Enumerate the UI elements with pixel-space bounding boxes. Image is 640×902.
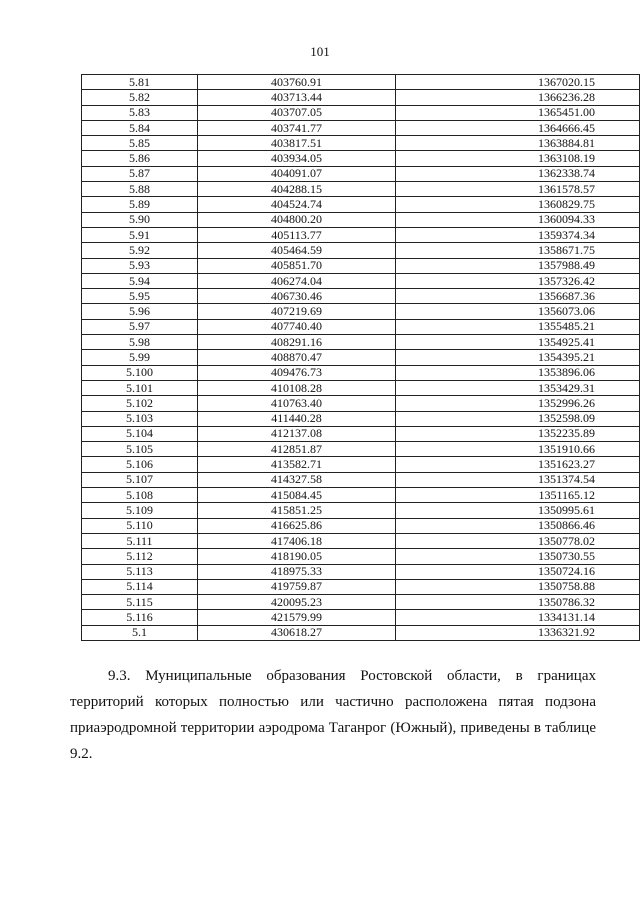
table-row	[82, 227, 640, 242]
coordinates-table	[81, 74, 640, 641]
x-coordinate-cell: 404524.74	[198, 197, 396, 212]
page-number: 101	[310, 44, 330, 59]
table-row	[82, 166, 640, 181]
point-number-cell: 5.87	[82, 166, 198, 181]
table-row	[82, 579, 640, 594]
x-coordinate-cell: 403760.91	[198, 75, 396, 90]
y-coordinate-cell: 1361578.57	[396, 182, 640, 197]
point-number-cell: 5.113	[82, 564, 198, 579]
y-coordinate-cell: 1363108.19	[396, 151, 640, 166]
y-coordinate-cell: 1350778.02	[396, 533, 640, 548]
x-coordinate-cell: 405464.59	[198, 243, 396, 258]
y-coordinate-cell: 1366236.28	[396, 90, 640, 105]
point-number-cell: 5.116	[82, 610, 198, 625]
table-row	[82, 625, 640, 640]
x-coordinate-cell: 415084.45	[198, 488, 396, 503]
y-coordinate-cell: 1360829.75	[396, 197, 640, 212]
x-coordinate-cell: 404288.15	[198, 182, 396, 197]
x-coordinate-cell: 409476.73	[198, 365, 396, 380]
x-coordinate-cell: 405113.77	[198, 227, 396, 242]
table-row	[82, 319, 640, 334]
point-number-cell: 5.97	[82, 319, 198, 334]
table-row	[82, 197, 640, 212]
x-coordinate-cell: 416625.86	[198, 518, 396, 533]
y-coordinate-cell: 1354395.21	[396, 350, 640, 365]
point-number-cell: 5.85	[82, 136, 198, 151]
y-coordinate-cell: 1352598.09	[396, 411, 640, 426]
table-row	[82, 350, 640, 365]
table-row	[82, 564, 640, 579]
table-row	[82, 105, 640, 120]
point-number-cell: 5.114	[82, 579, 198, 594]
x-coordinate-cell: 420095.23	[198, 595, 396, 610]
x-coordinate-cell: 410108.28	[198, 380, 396, 395]
x-coordinate-cell: 403741.77	[198, 120, 396, 135]
point-number-cell: 5.95	[82, 289, 198, 304]
y-coordinate-cell: 1350724.16	[396, 564, 640, 579]
point-number-cell: 5.108	[82, 488, 198, 503]
table-row	[82, 426, 640, 441]
table-row	[82, 75, 640, 90]
table-row	[82, 151, 640, 166]
x-coordinate-cell: 403707.05	[198, 105, 396, 120]
table-row	[82, 380, 640, 395]
x-coordinate-cell: 414327.58	[198, 472, 396, 487]
point-number-cell: 5.100	[82, 365, 198, 380]
x-coordinate-cell: 412851.87	[198, 442, 396, 457]
point-number-cell: 5.82	[82, 90, 198, 105]
x-coordinate-cell: 413582.71	[198, 457, 396, 472]
y-coordinate-cell: 1351623.27	[396, 457, 640, 472]
x-coordinate-cell: 404091.07	[198, 166, 396, 181]
point-number-cell: 5.115	[82, 595, 198, 610]
y-coordinate-cell: 1363884.81	[396, 136, 640, 151]
point-number-cell: 5.84	[82, 120, 198, 135]
table-row	[82, 273, 640, 288]
x-coordinate-cell: 406274.04	[198, 273, 396, 288]
table-row	[82, 182, 640, 197]
y-coordinate-cell: 1357988.49	[396, 258, 640, 273]
y-coordinate-cell: 1352235.89	[396, 426, 640, 441]
y-coordinate-cell: 1362338.74	[396, 166, 640, 181]
point-number-cell: 5.101	[82, 380, 198, 395]
x-coordinate-cell: 415851.25	[198, 503, 396, 518]
point-number-cell: 5.81	[82, 75, 198, 90]
x-coordinate-cell: 410763.40	[198, 396, 396, 411]
point-number-cell: 5.90	[82, 212, 198, 227]
y-coordinate-cell: 1351374.54	[396, 472, 640, 487]
point-number-cell: 5.106	[82, 457, 198, 472]
point-number-cell: 5.83	[82, 105, 198, 120]
x-coordinate-cell: 408291.16	[198, 335, 396, 350]
y-coordinate-cell: 1356073.06	[396, 304, 640, 319]
x-coordinate-cell: 418975.33	[198, 564, 396, 579]
x-coordinate-cell: 403817.51	[198, 136, 396, 151]
table-row	[82, 335, 640, 350]
table-row	[82, 411, 640, 426]
table-row	[82, 488, 640, 503]
point-number-cell: 5.99	[82, 350, 198, 365]
table-row	[82, 258, 640, 273]
point-number-cell: 5.112	[82, 549, 198, 564]
y-coordinate-cell: 1353429.31	[396, 380, 640, 395]
x-coordinate-cell: 403934.05	[198, 151, 396, 166]
table-row	[82, 243, 640, 258]
x-coordinate-cell: 407219.69	[198, 304, 396, 319]
x-coordinate-cell: 421579.99	[198, 610, 396, 625]
point-number-cell: 5.98	[82, 335, 198, 350]
y-coordinate-cell: 1350758.88	[396, 579, 640, 594]
y-coordinate-cell: 1367020.15	[396, 75, 640, 90]
x-coordinate-cell: 417406.18	[198, 533, 396, 548]
table-row	[82, 212, 640, 227]
point-number-cell: 5.111	[82, 533, 198, 548]
point-number-cell: 5.93	[82, 258, 198, 273]
y-coordinate-cell: 1334131.14	[396, 610, 640, 625]
y-coordinate-cell: 1350786.32	[396, 595, 640, 610]
x-coordinate-cell: 408870.47	[198, 350, 396, 365]
x-coordinate-cell: 430618.27	[198, 625, 396, 640]
x-coordinate-cell: 406730.46	[198, 289, 396, 304]
table-row	[82, 518, 640, 533]
y-coordinate-cell: 1364666.45	[396, 120, 640, 135]
x-coordinate-cell: 405851.70	[198, 258, 396, 273]
point-number-cell: 5.109	[82, 503, 198, 518]
table-row	[82, 610, 640, 625]
point-number-cell: 5.110	[82, 518, 198, 533]
point-number-cell: 5.88	[82, 182, 198, 197]
y-coordinate-cell: 1350730.55	[396, 549, 640, 564]
y-coordinate-cell: 1359374.34	[396, 227, 640, 242]
point-number-cell: 5.103	[82, 411, 198, 426]
y-coordinate-cell: 1351165.12	[396, 488, 640, 503]
table-row	[82, 120, 640, 135]
table-row	[82, 503, 640, 518]
point-number-cell: 5.89	[82, 197, 198, 212]
point-number-cell: 5.102	[82, 396, 198, 411]
point-number-cell: 5.104	[82, 426, 198, 441]
table-row	[82, 442, 640, 457]
coordinates-table-body	[82, 75, 640, 641]
y-coordinate-cell: 1357326.42	[396, 273, 640, 288]
y-coordinate-cell: 1355485.21	[396, 319, 640, 334]
table-row	[82, 472, 640, 487]
x-coordinate-cell: 411440.28	[198, 411, 396, 426]
y-coordinate-cell: 1336321.92	[396, 625, 640, 640]
x-coordinate-cell: 404800.20	[198, 212, 396, 227]
table-row	[82, 457, 640, 472]
y-coordinate-cell: 1350995.61	[396, 503, 640, 518]
table-row	[82, 595, 640, 610]
table-row	[82, 533, 640, 548]
y-coordinate-cell: 1358671.75	[396, 243, 640, 258]
table-row	[82, 90, 640, 105]
table-row	[82, 304, 640, 319]
table-row	[82, 136, 640, 151]
y-coordinate-cell: 1352996.26	[396, 396, 640, 411]
point-number-cell: 5.96	[82, 304, 198, 319]
point-number-cell: 5.1	[82, 625, 198, 640]
x-coordinate-cell: 407740.40	[198, 319, 396, 334]
table-row	[82, 549, 640, 564]
point-number-cell: 5.92	[82, 243, 198, 258]
y-coordinate-cell: 1356687.36	[396, 289, 640, 304]
x-coordinate-cell: 419759.87	[198, 579, 396, 594]
x-coordinate-cell: 418190.05	[198, 549, 396, 564]
y-coordinate-cell: 1351910.66	[396, 442, 640, 457]
table-row	[82, 289, 640, 304]
point-number-cell: 5.91	[82, 227, 198, 242]
point-number-cell: 5.107	[82, 472, 198, 487]
y-coordinate-cell: 1365451.00	[396, 105, 640, 120]
table-row	[82, 396, 640, 411]
y-coordinate-cell: 1360094.33	[396, 212, 640, 227]
point-number-cell: 5.94	[82, 273, 198, 288]
x-coordinate-cell: 412137.08	[198, 426, 396, 441]
y-coordinate-cell: 1354925.41	[396, 335, 640, 350]
x-coordinate-cell: 403713.44	[198, 90, 396, 105]
y-coordinate-cell: 1350866.46	[396, 518, 640, 533]
body-paragraph: 9.3. Муниципальные образования Ростовской области, в границах территорий которых полностью или частично расположена пятая подзона приаэродромной территории аэродрома Таганрог (Южный), приведены в таблице 9.2.	[70, 668, 596, 762]
point-number-cell: 5.86	[82, 151, 198, 166]
y-coordinate-cell: 1353896.06	[396, 365, 640, 380]
point-number-cell: 5.105	[82, 442, 198, 457]
table-row	[82, 365, 640, 380]
